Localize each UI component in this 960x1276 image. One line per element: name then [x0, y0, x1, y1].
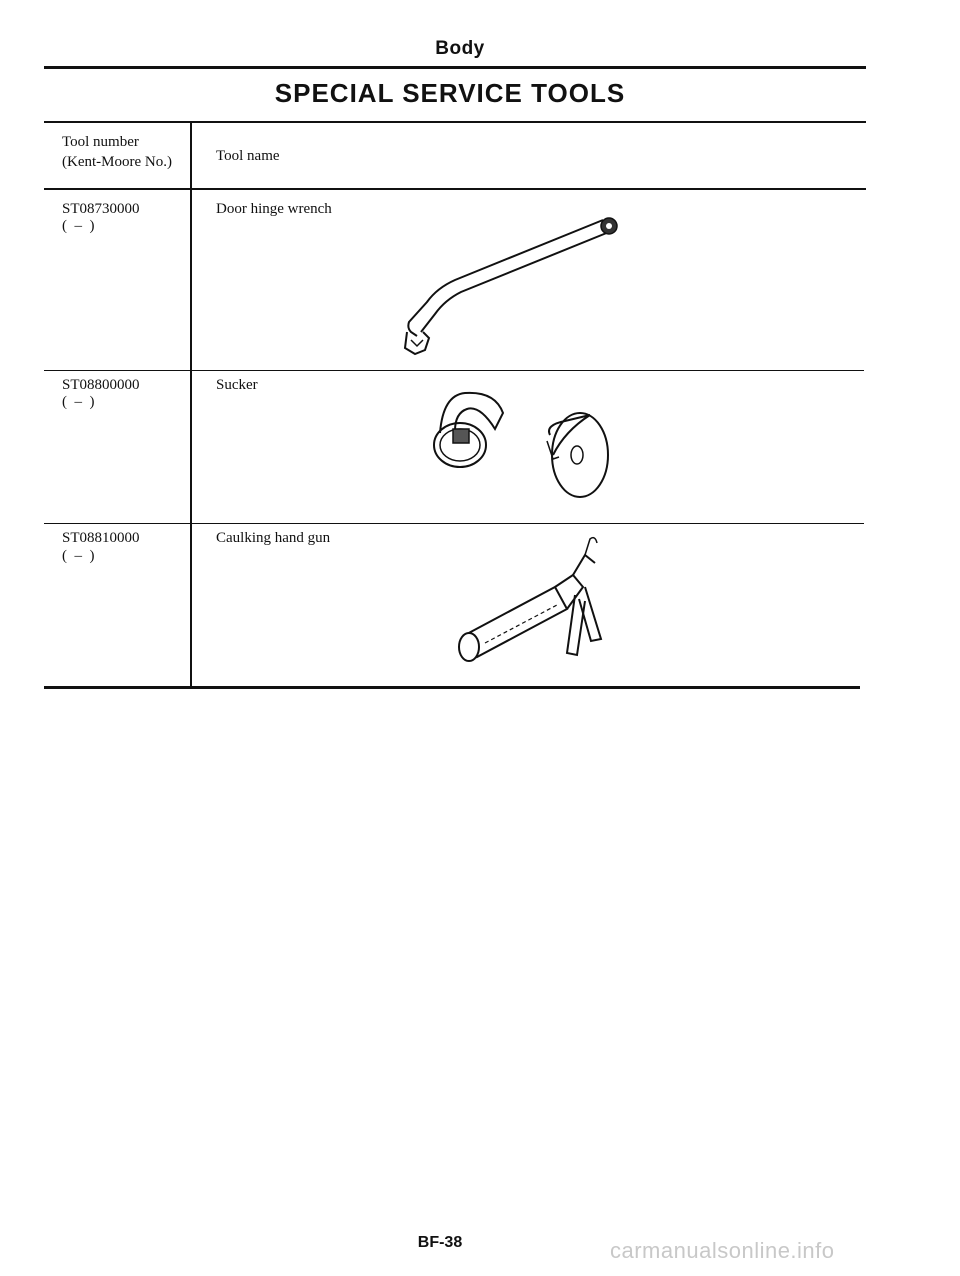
- header-rule: [44, 66, 866, 69]
- table-top-rule: [44, 121, 866, 123]
- row-divider-2: [44, 523, 864, 524]
- page-number: BF-38: [417, 1234, 463, 1251]
- kent-moore-number: ( – ): [62, 548, 95, 564]
- tool-name: Caulking hand gun: [216, 530, 331, 546]
- door-hinge-wrench-icon: [395, 210, 635, 360]
- tool-number: ST08730000: [62, 201, 140, 217]
- section-label: Body: [435, 38, 485, 59]
- header-bottom-rule: [44, 188, 866, 190]
- tool-number: ST08800000: [62, 377, 140, 393]
- tool-number: ST08810000: [62, 530, 140, 546]
- page-title: SPECIAL SERVICE TOOLS: [274, 78, 626, 108]
- watermark: carmanualsonline.info: [610, 1238, 835, 1263]
- table-bottom-rule: [44, 686, 860, 689]
- header-tool-name: Tool name: [216, 148, 280, 164]
- kent-moore-number: ( – ): [62, 394, 95, 410]
- tool-name: Sucker: [216, 377, 258, 393]
- sucker-icon: [425, 385, 625, 510]
- column-divider: [190, 121, 192, 687]
- kent-moore-number: ( – ): [62, 218, 95, 234]
- caulking-gun-icon: [445, 535, 625, 675]
- row-divider-1: [44, 370, 864, 371]
- tool-name: Door hinge wrench: [216, 201, 332, 217]
- header-tool-number: Tool number (Kent-Moore No.): [62, 134, 172, 170]
